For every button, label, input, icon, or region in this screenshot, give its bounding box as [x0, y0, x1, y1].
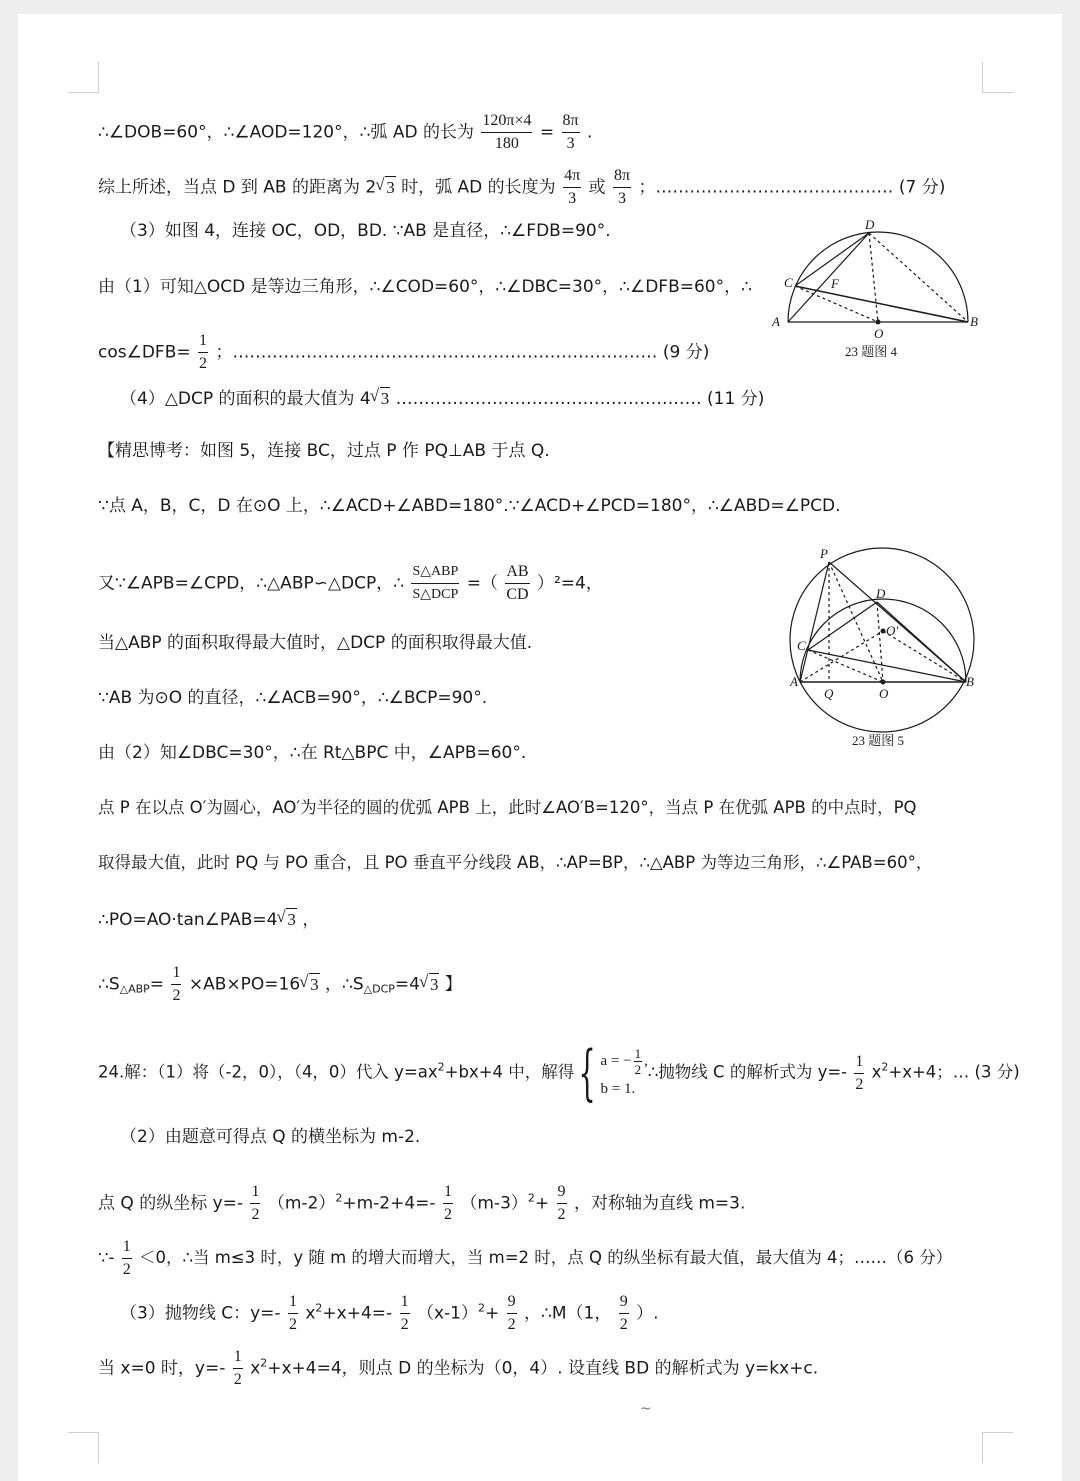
label-D: D [876, 586, 886, 601]
sqrt: √ 3 [429, 973, 440, 996]
figure-5-caption: 23 题图 5 [852, 733, 905, 748]
label-Q: Q [824, 686, 834, 701]
sqrt: √ 3 [385, 176, 396, 199]
fraction: $\frac{1}{2}$ [443, 1183, 452, 1223]
solution-line-2: 综上所述，当点 D 到 AB 的距离为 2√ 3 时，弧 AD 的长度为 $\frac{4\pi}{3}$ 或 $\frac{8\pi}{3}$ ；…………………………………… (7 分) [98, 165, 945, 210]
solution-line-14: 取得最大值，此时 PQ 与 PO 重合，且 PO 垂直平分线段 AB，∴AP=BP，∴△ABP 为等边三角形，∴∠PAB=60°， [98, 853, 933, 872]
solution-line-8: ∵点 A，B，C，D 在⊙O 上，∴∠ACD+∠ABD=180°.∵∠ACD+∠PCD=180°，∴∠ABD=∠PCD. [98, 496, 841, 516]
fraction: S△ABP S△DCP [411, 561, 459, 606]
crop-mark-bottom-left [68, 1432, 99, 1463]
page-footer-mark: ~ [640, 1401, 652, 1417]
fraction: $\frac{1}{2}$ [288, 1293, 297, 1333]
fraction: $\frac{9}{2}$ [619, 1293, 628, 1333]
segment-CB [795, 286, 968, 322]
fraction: $\frac{1}{2}$ [251, 1183, 260, 1223]
solution-line-6: （4）△DCP 的面积的最大值为 4√ 3 ……………………………………………… (11 分) [120, 387, 764, 410]
fraction: $\frac{1}{2}$ [855, 1052, 864, 1093]
fraction: $\frac{1}{2}$ [634, 1045, 642, 1077]
label-F: F [831, 276, 839, 291]
q24-line-5: （3）抛物线 C：y=- $\frac{1}{2}$ $x^2+x+4=-$ $\frac{1}{2}$ $(x-1)^2+$ $\frac{9}{2}$ ，∴M（1， $\frac{9}{2}$ ）. [120, 1291, 659, 1336]
center-point-O [876, 320, 881, 325]
fraction: $\frac{8\pi}{3}$ [613, 167, 631, 207]
solution-line-4: 由（1）可知△OCD 是等边三角形，∴∠COD=60°，∴∠DBC=30°，∴∠DFB=60°，∴ [98, 277, 752, 297]
label-D: D [865, 217, 875, 232]
sqrt: √ 3 [286, 908, 297, 931]
q24-line-4: ∵- $\frac{1}{2}$ ＜0，∴当 m≤3 时，y 随 m 的增大而增大，当 m=2 时，点 Q 的纵坐标有最大值，最大值为 4；……（6 分） [98, 1236, 952, 1281]
segment-CB [808, 650, 966, 682]
solution-line-13: 点 P 在以点 O′为圆心，AO′为半径的圆的优弧 APB 上，此时∠AO′B=120°，当点 P 在优弧 APB 的中点时，PQ [98, 798, 917, 817]
label-C: C [784, 275, 793, 290]
label-A: A [790, 674, 798, 689]
figure-5-circles [780, 540, 990, 755]
solution-line-9: 又∵∠APB=∠CPD，∴△ABP∽△DCP，∴ S△ABP S△DCP =（ $\frac{AB}{CD}$ ）²=4， [98, 561, 603, 606]
fraction: $\frac{1}{2}$ [199, 332, 208, 372]
semicircle-O [800, 599, 966, 682]
label-P: P [820, 546, 828, 561]
label-C: C [797, 638, 806, 653]
q24-line-1: 24.解：（1）将（-2，0），（4，0）代入 $y=ax^2+bx+4$ 中，解得{ a = − $\frac{1}{2}$ , b = 1. ∴抛物线 C 的解析式为 y=- $\frac{1}{2}$ $x^2+x+4$；… (3 分) [98, 1038, 1020, 1108]
fraction: $\frac{1}{2}$ [172, 964, 181, 1004]
fraction: $\frac{AB}{CD}$ [506, 563, 529, 603]
crop-mark-bottom-right [982, 1432, 1013, 1463]
fraction: $\frac{9}{2}$ [507, 1293, 516, 1333]
segment-DB [869, 233, 968, 322]
figure-4-semicircle [765, 215, 980, 365]
circle-O-prime [790, 548, 974, 732]
center-point-O-prime [881, 629, 886, 634]
segment-DB [877, 602, 966, 682]
solution-line-15: ∴PO=AO·tan∠PAB=4√ 3 ， [98, 908, 319, 931]
label-O-prime: O′ [886, 623, 899, 638]
segment-OC [795, 286, 878, 322]
label-O: O [879, 686, 889, 701]
solution-line-3: （3）如图 4，连接 OC，OD，BD. ∵AB 是直径，∴∠FDB=90°. [120, 221, 611, 241]
fraction: $\frac{9}{2}$ [557, 1183, 566, 1223]
crop-mark-top-right [982, 62, 1013, 93]
solution-line-1: ∴∠DOB=60°，∴∠AOD=120°，∴弧 AD 的长为 $\frac{120\pi\times 4}{180}$ = $\frac{8\pi}{3}$ . [98, 110, 592, 155]
segment-DO [877, 602, 883, 682]
fraction: $\frac{1}{2}$ [122, 1238, 131, 1278]
system-brace: { [578, 1038, 596, 1108]
semicircle-arc [788, 232, 968, 322]
q24-line-2: （2）由题意可得点 Q 的横坐标为 m-2. [120, 1127, 421, 1147]
solution-line-12: 由（2）知∠DBC=30°，∴在 Rt△BPC 中，∠APB=60°. [98, 743, 527, 763]
center-point-O [881, 680, 886, 685]
solution-line-5: cos∠DFB= $\frac{1}{2}$ ；………………………………………………………………… (9 分) [98, 330, 709, 375]
label-B: B [966, 674, 974, 689]
label-O: O [874, 326, 884, 341]
fraction: $\frac{1}{2}$ [400, 1293, 409, 1333]
fraction: $\frac{120\pi\times 4}{180}$ [482, 112, 532, 152]
fraction: $\frac{4\pi}{3}$ [564, 167, 581, 207]
segment-PA [800, 562, 829, 682]
solution-line-10: 当△ABP 的面积取得最大值时，△DCP 的面积取得最大值. [98, 633, 533, 653]
figure-4-caption: 23 题图 4 [845, 344, 898, 359]
crop-mark-top-left [68, 62, 99, 93]
solution-line-7: 【精思博考：如图 5，连接 BC，过点 P 作 PQ⊥AB 于点 Q. [98, 441, 550, 461]
q24-line-3: 点 Q 的纵坐标 y=- $\frac{1}{2}$ $(m-2)^2+m-2+4=-$ $\frac{1}{2}$ $(m-3)^2+$ $\frac{9}{2}$ ，对称轴为直线 m=3. [98, 1181, 745, 1226]
sqrt: √ 3 [309, 973, 320, 996]
segment-CO [808, 650, 883, 682]
segment-OD [869, 233, 878, 322]
label-A: A [772, 314, 780, 329]
fraction: $\frac{1}{2}$ [233, 1348, 242, 1388]
sqrt: √ 3 [380, 387, 391, 410]
solution-line-11: ∵AB 为⊙O 的直径，∴∠ACB=90°，∴∠BCP=90°. [98, 688, 488, 708]
label-B: B [970, 314, 978, 329]
q24-line-6: 当 x=0 时，y=- $\frac{1}{2}$ $x^2+x+4=4$，则点 D 的坐标为（0，4）. 设直线 BD 的解析式为 y=kx+c. [98, 1346, 818, 1391]
solution-line-16: $\therefore S_{\triangle ABP}=$ $\frac{1}{2}$ ×AB×PO=16√ 3 ，$\therefore S_{\triangle DCP}=4√$ 3 】 [98, 962, 462, 1007]
equation-system: a = − $\frac{1}{2}$ , b = 1. [600, 1045, 648, 1097]
fraction: $\frac{8\pi}{3}$ [562, 112, 579, 152]
